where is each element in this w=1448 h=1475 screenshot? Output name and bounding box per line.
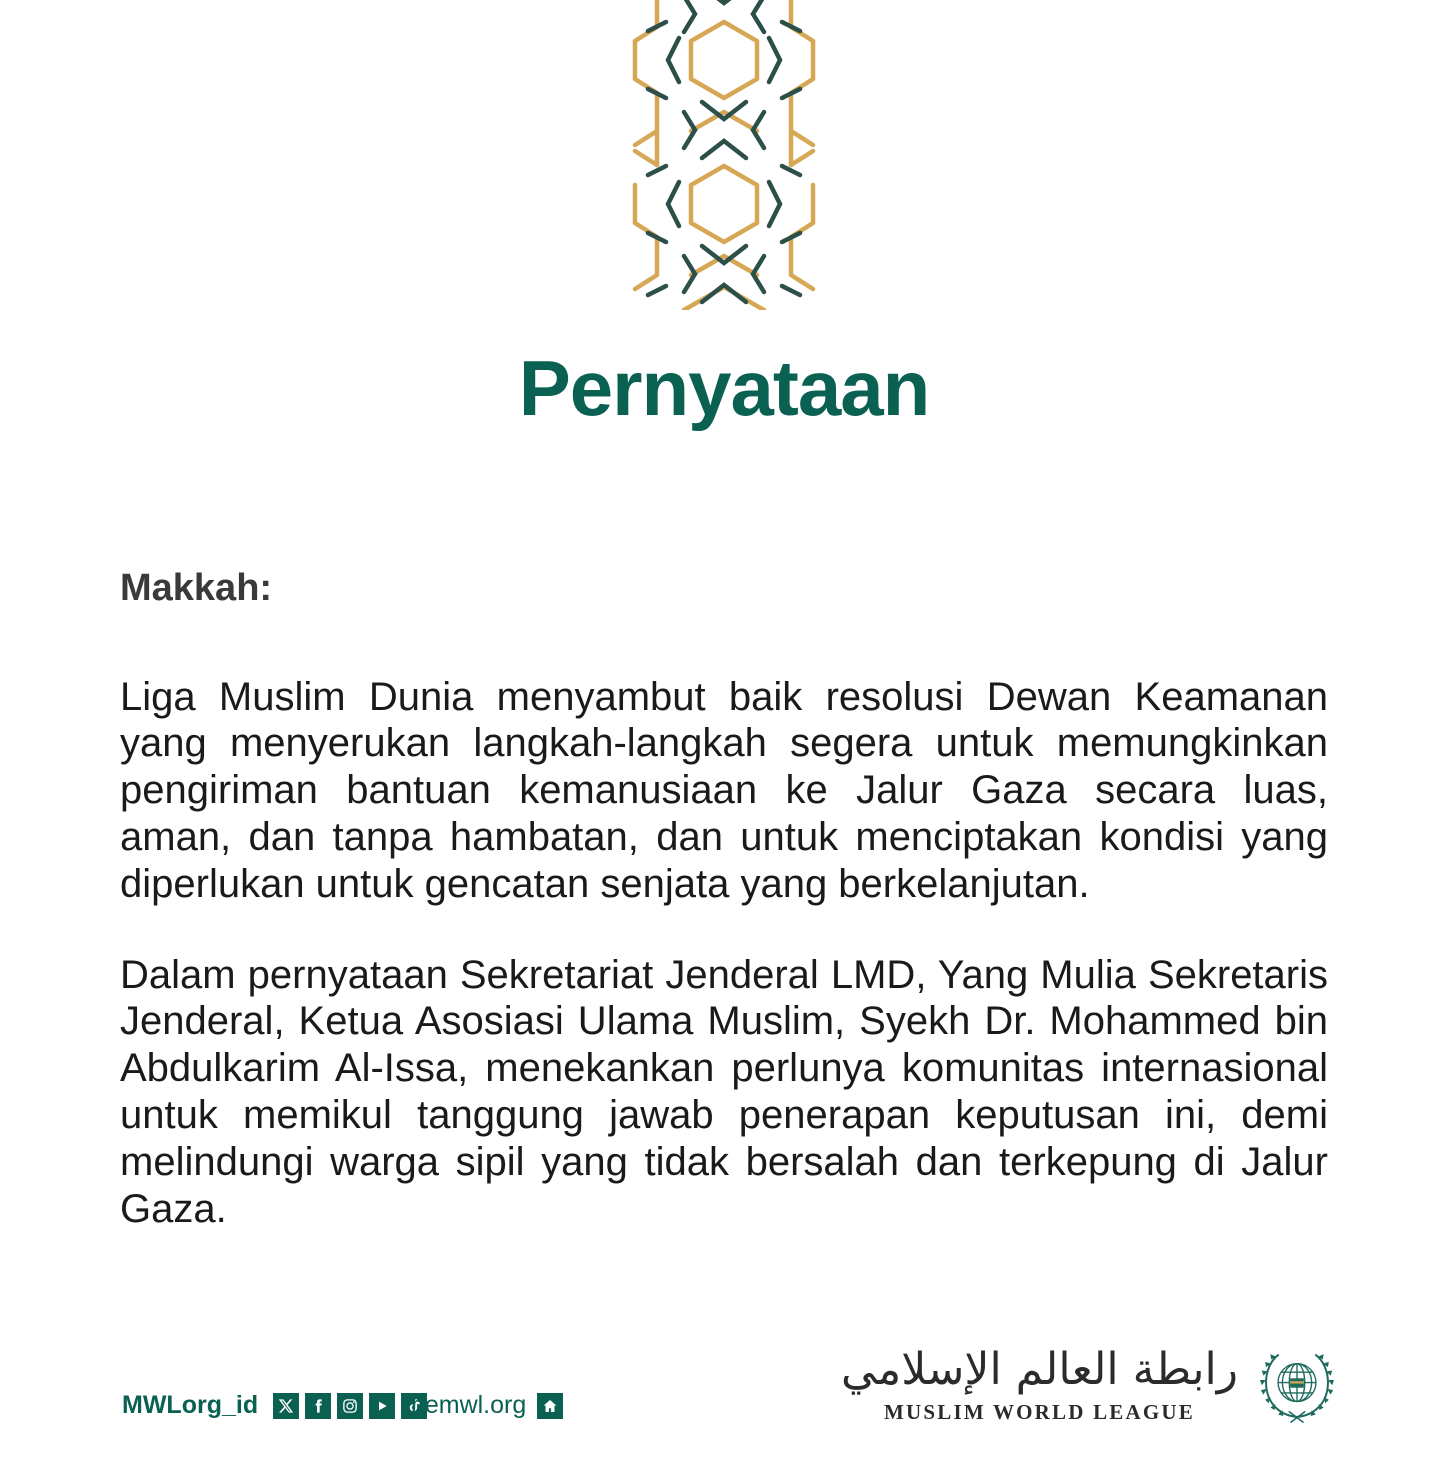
- youtube-icon[interactable]: [369, 1393, 395, 1419]
- social-links: [122, 1391, 427, 1420]
- mwl-logo: [841, 1343, 1340, 1429]
- page-title: Pernyataan: [518, 344, 930, 432]
- instagram-icon[interactable]: [337, 1393, 363, 1419]
- home-icon[interactable]: [537, 1393, 563, 1419]
- mwl-logo-arabic: رابطة العالم الإسلامي: [840, 1343, 1238, 1395]
- header-ornament: [624, 0, 824, 310]
- globe-laurel-emblem: [1254, 1343, 1340, 1429]
- website-link[interactable]: [404, 1391, 563, 1420]
- paragraph-1: Liga Muslim Dunia menyambut baik resolusi Dewan Keamanan yang menyerukan langkah-langkah segera untuk memungkinkan pengiriman bantuan kemanusiaan ke Jalur Gaza secara luas, aman, dan tanpa hambatan, dan untuk menciptakan kondisi yang diperlukan untuk gencatan senjata yang berkelanjutan.: [120, 674, 1328, 906]
- dateline-makkah: Makkah:: [120, 567, 273, 609]
- facebook-icon[interactable]: [305, 1393, 331, 1419]
- paragraph-2: Dalam pernyataan Sekretariat Jenderal LMD, Yang Mulia Sekretaris Jenderal, Ketua Asosiasi Ulama Muslim, Syekh Dr. Mohammed bin Abdulkarim Al-Issa, menekankan perlunya komunitas internasional untuk memikul tanggung jawab penerapan keputusan ini, demi melindungi warga sipil yang tidak bersalah dan terkepung di Jalur Gaza.: [120, 952, 1328, 1231]
- x-twitter-icon[interactable]: [273, 1393, 299, 1419]
- footer: [0, 1300, 1448, 1475]
- statement-body: [120, 566, 1328, 1232]
- social-handle: MWLorg_id: [122, 1391, 259, 1419]
- mwl-logo-latin: MUSLIM WORLD LEAGUE: [884, 1399, 1195, 1424]
- mwl-logo-text: [840, 1343, 1238, 1425]
- website-label: themwl.org: [404, 1391, 527, 1419]
